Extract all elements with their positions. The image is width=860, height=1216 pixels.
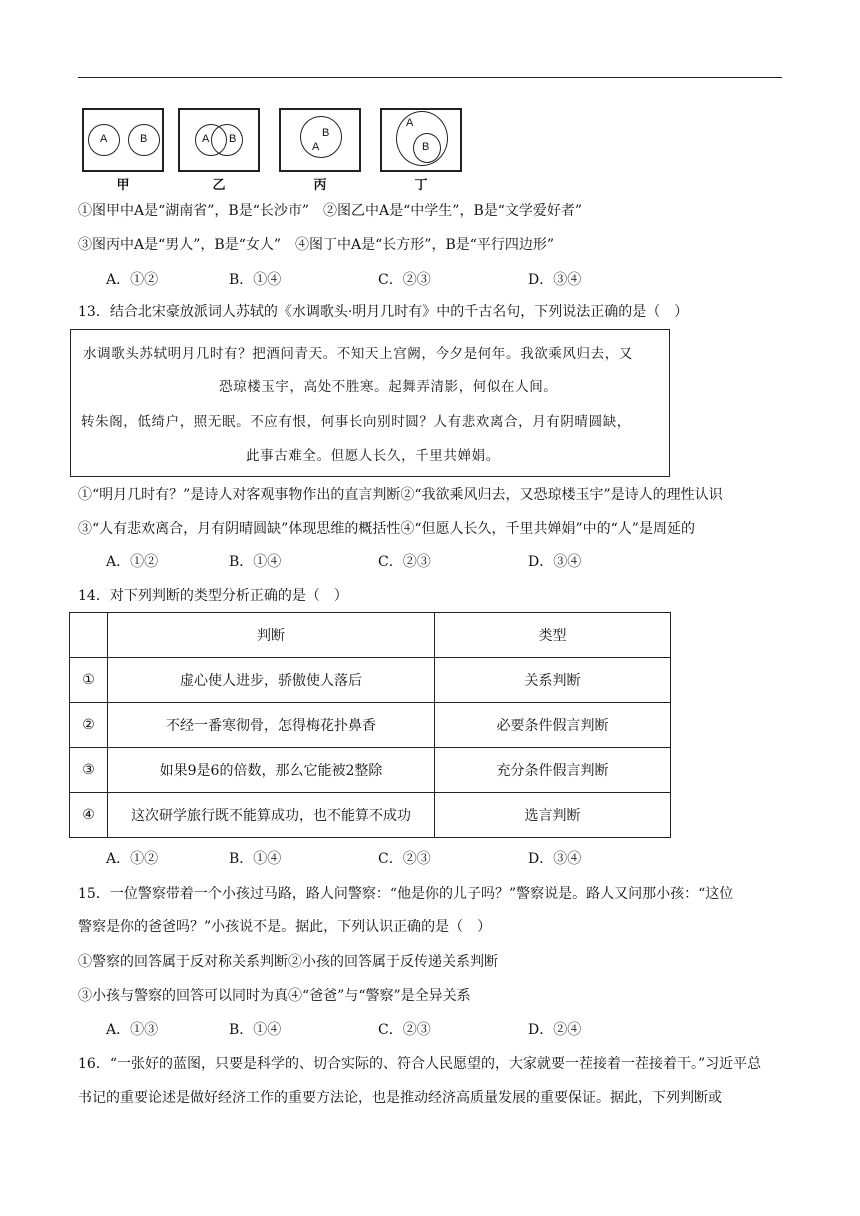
q13-option-c[interactable]: C．②③ bbox=[378, 554, 431, 570]
circle-a-label: A bbox=[406, 117, 414, 129]
table-cell-type: 关系判断 bbox=[435, 658, 671, 703]
q12-option-b[interactable]: B．①④ bbox=[229, 272, 282, 288]
q14-option-d[interactable]: D．③④ bbox=[528, 851, 582, 867]
table-cell-type: 必要条件假言判断 bbox=[435, 703, 671, 748]
poem-line: 转朱阁，低绮户，照无眠。不应有恨，何事长向别时圆？人有悲欢离合，月有阴晴圆缺， bbox=[81, 414, 631, 430]
diagram-bing bbox=[279, 108, 361, 194]
table-cell-judgment: 如果9是6的倍数，那么它能被2整除 bbox=[108, 748, 435, 793]
q15-stem: 15．一位警察带着一个小孩过马路，路人问警察：“他是你的儿子吗？”警察说是。路人又问那小孩：“这位 bbox=[78, 886, 734, 902]
diagram-yi bbox=[178, 108, 260, 194]
table-cell-type: 选言判断 bbox=[435, 793, 671, 838]
diagram-jia bbox=[82, 108, 164, 194]
poem-line: 恐琼楼玉宇，高处不胜寒。起舞弄清影，何似在人间。 bbox=[219, 379, 558, 395]
q13-option-b[interactable]: B．①④ bbox=[229, 554, 282, 570]
circle-b-label: B bbox=[322, 127, 330, 139]
table-cell-index: ② bbox=[70, 703, 108, 748]
circle-a-label: A bbox=[202, 133, 210, 145]
q13-statement-1: ①“明月几时有？”是诗人对客观事物作出的直言判断②“我欲乘风归去，又恐琼楼玉宇”是诗人的理性认识 bbox=[78, 487, 723, 503]
table-cell-judgment: 这次研学旅行既不能算成功，也不能算不成功 bbox=[108, 793, 435, 838]
q15-option-a[interactable]: A．①③ bbox=[106, 1022, 159, 1038]
diagram-caption: 丁 bbox=[414, 178, 428, 193]
q12-statement-2: ③图丙中A是“男人”，B是“女人” ④图丁中A是“长方形”，B是“平行四边形” bbox=[78, 237, 555, 253]
q15-option-c[interactable]: C．②③ bbox=[378, 1022, 431, 1038]
q13-statement-2: ③“人有悲欢离合，月有阴晴圆缺”体现思维的概括性④“但愿人长久，千里共婵娟”中的“人”是周延的 bbox=[78, 521, 695, 537]
table-cell-judgment: 虚心使人进步，骄傲使人落后 bbox=[108, 658, 435, 703]
diagram-ding bbox=[380, 108, 462, 194]
table-row bbox=[70, 658, 671, 703]
table-header-row bbox=[70, 613, 671, 658]
circle-b-label: B bbox=[229, 133, 237, 145]
q12-statement-1: ①图甲中A是“湖南省”，B是“长沙市” ②图乙中A是“中学生”，B是“文学爱好者” bbox=[78, 203, 583, 219]
q15-option-b[interactable]: B．①④ bbox=[229, 1022, 282, 1038]
table-header-cell: 类型 bbox=[435, 613, 671, 658]
q14-option-a[interactable]: A．①② bbox=[106, 851, 159, 867]
poem-box bbox=[70, 329, 670, 477]
q12-option-c[interactable]: C．②③ bbox=[378, 272, 431, 288]
q16-stem-cont: 书记的重要论述是做好经济工作的重要方法论，也是推动经济高质量发展的重要保证。据此，下列判断或 bbox=[78, 1090, 722, 1106]
table-cell-index: ③ bbox=[70, 748, 108, 793]
q15-stem-cont: 警察是你的爸爸吗？”小孩说不是。据此，下列认识正确的是（ ） bbox=[78, 919, 492, 935]
table-cell-type: 充分条件假言判断 bbox=[435, 748, 671, 793]
q15-option-d[interactable]: D．②④ bbox=[528, 1022, 582, 1038]
q12-option-d[interactable]: D．③④ bbox=[528, 272, 582, 288]
circle-outer bbox=[300, 116, 342, 158]
q13-stem: 13．结合北宋豪放派词人苏轼的《水调歌头·明月几时有》中的千古名句，下列说法正确的是（ ） bbox=[78, 304, 689, 320]
circle-b-label: B bbox=[422, 141, 430, 153]
circle-a-label: A bbox=[312, 141, 320, 153]
table-cell-index: ④ bbox=[70, 793, 108, 838]
diagram-caption: 乙 bbox=[212, 178, 226, 193]
circle-a-label: A bbox=[100, 133, 108, 145]
judgment-table bbox=[69, 612, 671, 838]
q16-stem: 16．“一张好的蓝图，只要是科学的、切合实际的、符合人民愿望的，大家就要一茬接着一茬接着干。”习近平总 bbox=[78, 1056, 762, 1072]
q13-option-a[interactable]: A．①② bbox=[106, 554, 159, 570]
poem-line: 水调歌头苏轼明月几时有？把酒问青天。不知天上宫阙，今夕是何年。我欲乘风归去，又 bbox=[83, 346, 633, 362]
q15-statement-2: ③小孩与警察的回答可以同时为真④“爸爸”与“警察”是全异关系 bbox=[78, 988, 471, 1004]
q14-stem: 14．对下列判断的类型分析正确的是（ ） bbox=[78, 588, 348, 604]
table-header-cell bbox=[70, 613, 108, 658]
poem-line: 此事古难全。但愿人长久，千里共婵娟。 bbox=[246, 448, 500, 464]
q14-option-b[interactable]: B．①④ bbox=[229, 851, 282, 867]
table-cell-index: ① bbox=[70, 658, 108, 703]
q12-option-a[interactable]: A．①② bbox=[106, 272, 159, 288]
table-row bbox=[70, 748, 671, 793]
q15-statement-1: ①警察的回答属于反对称关系判断②小孩的回答属于反传递关系判断 bbox=[78, 954, 498, 970]
table-row bbox=[70, 793, 671, 838]
circle-b-label: B bbox=[140, 133, 148, 145]
circle-b bbox=[211, 124, 243, 156]
q14-option-c[interactable]: C．②③ bbox=[378, 851, 431, 867]
table-header-cell: 判断 bbox=[108, 613, 435, 658]
diagram-caption: 丙 bbox=[313, 178, 327, 193]
q13-option-d[interactable]: D．③④ bbox=[528, 554, 582, 570]
table-row bbox=[70, 703, 671, 748]
header-rule bbox=[78, 77, 782, 78]
table-cell-judgment: 不经一番寒彻骨，怎得梅花扑鼻香 bbox=[108, 703, 435, 748]
diagram-caption: 甲 bbox=[116, 178, 130, 193]
